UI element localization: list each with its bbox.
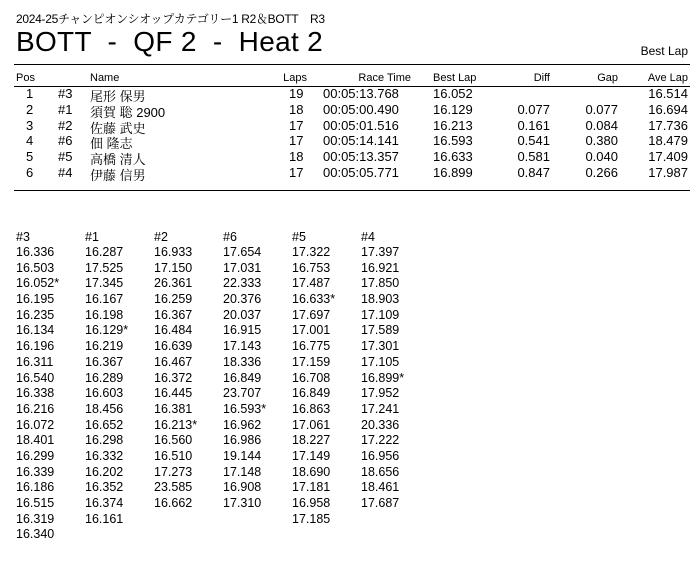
divider-top bbox=[14, 64, 690, 65]
lap-time: 20.376 bbox=[223, 292, 262, 307]
result-ave-lap: 17.736 bbox=[648, 117, 688, 133]
result-laps: 18 bbox=[289, 149, 304, 165]
lap-time: 16.540 bbox=[16, 370, 55, 385]
lap-time: 16.072 bbox=[16, 417, 55, 432]
result-ave-lap: 17.409 bbox=[648, 149, 688, 165]
lap-time: 16.367 bbox=[85, 354, 124, 369]
lap-time: 16.908 bbox=[223, 480, 262, 495]
lap-time: 16.962 bbox=[223, 417, 262, 432]
lap-time: 17.397 bbox=[361, 245, 400, 259]
lap-time: 20.037 bbox=[223, 307, 262, 322]
lap-time: 16.287 bbox=[85, 245, 124, 259]
result-kart-number: #5 bbox=[58, 149, 73, 165]
result-driver-name: 須賀 聡 2900 bbox=[90, 104, 166, 120]
result-race-time: 00:05:01.516 bbox=[323, 117, 399, 133]
divider-bottom bbox=[14, 190, 690, 191]
result-gap: 0.077 bbox=[585, 101, 618, 117]
lap-time: 16.052* bbox=[16, 276, 60, 291]
lap-time: 16.662 bbox=[154, 496, 193, 510]
lap-time: 16.372 bbox=[154, 370, 193, 385]
result-row bbox=[0, 86, 700, 104]
lap-time: 16.235 bbox=[16, 307, 55, 322]
col-header-laps: Laps bbox=[283, 72, 307, 84]
lap-time: 17.850 bbox=[361, 276, 400, 291]
lap-time: 16.915 bbox=[223, 323, 262, 338]
result-kart-number: #1 bbox=[58, 101, 73, 117]
result-ave-lap: 16.514 bbox=[648, 86, 688, 101]
result-row bbox=[0, 101, 700, 120]
lap-column bbox=[85, 229, 128, 527]
col-header-pos: Pos bbox=[16, 72, 35, 84]
lap-time: 16.338 bbox=[16, 386, 55, 401]
best-lap-caption: Best Lap bbox=[640, 44, 688, 58]
lap-time: 16.775 bbox=[292, 339, 331, 354]
lap-time: 17.525 bbox=[85, 260, 124, 275]
lap-time: 17.105 bbox=[361, 354, 400, 369]
lap-time: 16.633* bbox=[292, 292, 336, 307]
col-header-ave-lap: Ave Lap bbox=[647, 72, 688, 84]
result-diff: 0.077 bbox=[517, 101, 550, 117]
result-pos: 2 bbox=[26, 101, 34, 117]
lap-time: 17.150 bbox=[154, 260, 193, 275]
lap-column bbox=[223, 229, 266, 512]
lap-time: 22.333 bbox=[223, 276, 262, 291]
lap-time: 16.639 bbox=[154, 339, 193, 354]
lap-time: 16.381 bbox=[154, 401, 193, 416]
lap-time: 17.310 bbox=[223, 496, 262, 510]
lap-time: 18.461 bbox=[361, 480, 400, 495]
lap-time: 16.336 bbox=[16, 245, 55, 259]
lap-time: 17.185 bbox=[292, 511, 331, 526]
result-driver-name: 伊藤 信男 bbox=[90, 168, 146, 183]
lap-time: 16.484 bbox=[154, 323, 193, 338]
lap-time: 16.921 bbox=[361, 260, 400, 275]
result-row bbox=[0, 117, 700, 136]
lap-time: 16.560 bbox=[154, 433, 193, 448]
result-gap: 0.380 bbox=[585, 133, 618, 149]
lap-time: 16.213* bbox=[154, 417, 198, 432]
lap-time: 16.503 bbox=[16, 260, 55, 275]
lap-time: 17.181 bbox=[292, 480, 331, 495]
lap-time: 16.849 bbox=[223, 370, 262, 385]
col-header-race-time: Race Time bbox=[358, 72, 411, 84]
result-driver-name: 佃 隆志 bbox=[90, 136, 133, 152]
lap-time: 16.299 bbox=[16, 448, 55, 463]
lap-time: 16.933 bbox=[154, 245, 193, 259]
lap-time: 16.445 bbox=[154, 386, 193, 401]
lap-column bbox=[361, 229, 404, 512]
result-row bbox=[0, 149, 700, 168]
lap-time: 16.219 bbox=[85, 339, 124, 354]
lap-column-driver: #5 bbox=[292, 230, 306, 244]
lap-time: 17.149 bbox=[292, 448, 331, 463]
lap-column bbox=[154, 229, 197, 512]
result-race-time: 00:05:14.141 bbox=[323, 133, 399, 149]
lap-time: 26.361 bbox=[154, 276, 193, 291]
lap-time: 16.510 bbox=[154, 448, 193, 463]
result-race-time: 00:05:13.768 bbox=[323, 86, 399, 101]
result-gap: 0.040 bbox=[585, 149, 618, 165]
lap-time: 16.259 bbox=[154, 292, 193, 307]
lap-time: 18.690 bbox=[292, 464, 331, 479]
lap-time: 18.456 bbox=[85, 401, 124, 416]
lap-time: 16.339 bbox=[16, 464, 55, 479]
lap-time: 16.161 bbox=[85, 511, 124, 526]
result-race-time: 00:05:05.771 bbox=[323, 165, 399, 180]
lap-time: 16.467 bbox=[154, 354, 193, 369]
col-header-diff: Diff bbox=[533, 72, 550, 84]
lap-time: 16.593* bbox=[223, 401, 267, 416]
result-gap: 0.266 bbox=[585, 165, 618, 180]
lap-time: 17.487 bbox=[292, 276, 331, 291]
result-gap: 0.084 bbox=[585, 117, 618, 133]
lap-time: 17.301 bbox=[361, 339, 400, 354]
lap-time: 16.863 bbox=[292, 401, 331, 416]
lap-time: 17.687 bbox=[361, 496, 400, 510]
lap-time: 16.289 bbox=[85, 370, 124, 385]
lap-time: 18.336 bbox=[223, 354, 262, 369]
lap-time: 18.401 bbox=[16, 433, 55, 448]
lap-time: 17.273 bbox=[154, 464, 193, 479]
result-pos: 6 bbox=[26, 165, 34, 180]
lap-time: 17.952 bbox=[361, 386, 400, 401]
lap-time: 16.367 bbox=[154, 307, 193, 322]
result-diff: 0.161 bbox=[517, 117, 550, 133]
lap-time: 16.195 bbox=[16, 292, 55, 307]
lap-time: 17.322 bbox=[292, 245, 331, 259]
lap-column-driver: #4 bbox=[361, 230, 375, 244]
result-pos: 5 bbox=[26, 149, 34, 165]
result-race-time: 00:05:00.490 bbox=[323, 101, 399, 117]
lap-time: 17.148 bbox=[223, 464, 262, 479]
lap-time: 16.129* bbox=[85, 323, 129, 338]
result-laps: 19 bbox=[289, 86, 304, 101]
lap-time: 18.227 bbox=[292, 433, 331, 448]
lap-time: 16.186 bbox=[16, 480, 55, 495]
lap-time: 17.109 bbox=[361, 307, 400, 322]
result-best-lap: 16.129 bbox=[433, 101, 473, 117]
result-driver-name: 尾形 保男 bbox=[90, 89, 146, 104]
lap-time: 16.352 bbox=[85, 480, 124, 495]
lap-column-driver: #1 bbox=[85, 230, 99, 244]
col-header-name: Name bbox=[90, 72, 120, 84]
lap-column bbox=[292, 229, 335, 527]
lap-time: 16.167 bbox=[85, 292, 124, 307]
lap-time: 16.958 bbox=[292, 496, 331, 510]
col-header-best-lap: Best Lap bbox=[433, 72, 477, 84]
lap-time: 16.311 bbox=[16, 354, 54, 369]
result-driver-name: 佐藤 武史 bbox=[90, 120, 146, 136]
lap-time: 16.374 bbox=[85, 496, 124, 510]
lap-time: 17.159 bbox=[292, 354, 331, 369]
result-row bbox=[0, 133, 700, 152]
result-pos: 4 bbox=[26, 133, 34, 149]
result-race-time: 00:05:13.357 bbox=[323, 149, 399, 165]
lap-time: 20.336 bbox=[361, 417, 400, 432]
result-laps: 17 bbox=[289, 165, 304, 180]
result-kart-number: #2 bbox=[58, 117, 73, 133]
result-row bbox=[0, 165, 700, 183]
result-best-lap: 16.593 bbox=[433, 133, 473, 149]
lap-time: 17.143 bbox=[223, 339, 262, 354]
result-laps: 17 bbox=[289, 117, 304, 133]
lap-time: 16.956 bbox=[361, 448, 400, 463]
result-kart-number: #4 bbox=[58, 165, 73, 180]
lap-time: 16.332 bbox=[85, 448, 124, 463]
col-header-gap: Gap bbox=[597, 72, 618, 84]
lap-time: 17.001 bbox=[292, 323, 331, 338]
lap-time: 17.697 bbox=[292, 307, 331, 322]
lap-time: 23.707 bbox=[223, 386, 262, 401]
lap-column bbox=[16, 229, 59, 543]
lap-time: 16.216 bbox=[16, 401, 55, 416]
result-diff: 0.581 bbox=[517, 149, 550, 165]
lap-time: 16.298 bbox=[85, 433, 124, 448]
result-diff: 0.541 bbox=[517, 133, 550, 149]
lap-time: 16.753 bbox=[292, 260, 331, 275]
result-pos: 1 bbox=[26, 86, 34, 101]
lap-time: 16.899* bbox=[361, 370, 405, 385]
lap-time: 23.585 bbox=[154, 480, 193, 495]
page-title: BOTT - QF 2 - Heat 2 bbox=[16, 26, 323, 57]
lap-time: 17.241 bbox=[361, 401, 400, 416]
result-kart-number: #3 bbox=[58, 86, 73, 101]
lap-time: 16.196 bbox=[16, 339, 55, 354]
series-title: 2024-25チャンピオンシオップカテゴリー1 R2＆BOTT R3 bbox=[16, 12, 325, 26]
lap-time: 17.345 bbox=[85, 276, 124, 291]
lap-time: 16.515 bbox=[16, 496, 55, 510]
lap-time: 17.222 bbox=[361, 433, 400, 448]
lap-time: 16.603 bbox=[85, 386, 124, 401]
result-best-lap: 16.052 bbox=[433, 86, 473, 101]
result-laps: 18 bbox=[289, 101, 304, 117]
result-ave-lap: 16.694 bbox=[648, 101, 688, 117]
lap-time: 17.031 bbox=[223, 260, 262, 275]
lap-time: 18.656 bbox=[361, 464, 400, 479]
lap-time: 19.144 bbox=[223, 448, 262, 463]
lap-column-driver: #6 bbox=[223, 230, 237, 244]
result-best-lap: 16.213 bbox=[433, 117, 473, 133]
lap-time: 16.319 bbox=[16, 511, 55, 526]
result-diff: 0.847 bbox=[517, 165, 550, 180]
result-kart-number: #6 bbox=[58, 133, 73, 149]
lap-column-driver: #3 bbox=[16, 230, 30, 244]
lap-time: 16.652 bbox=[85, 417, 124, 432]
lap-time: 16.134 bbox=[16, 323, 55, 338]
lap-time: 16.849 bbox=[292, 386, 331, 401]
lap-time: 17.061 bbox=[292, 417, 331, 432]
result-driver-name: 高橋 清人 bbox=[90, 152, 146, 168]
lap-time: 16.202 bbox=[85, 464, 124, 479]
result-best-lap: 16.899 bbox=[433, 165, 473, 180]
result-pos: 3 bbox=[26, 117, 34, 133]
result-ave-lap: 17.987 bbox=[648, 165, 688, 180]
lap-time: 17.654 bbox=[223, 245, 262, 259]
result-ave-lap: 18.479 bbox=[648, 133, 688, 149]
result-laps: 17 bbox=[289, 133, 304, 149]
result-best-lap: 16.633 bbox=[433, 149, 473, 165]
results-table bbox=[0, 72, 700, 183]
results-header-row bbox=[0, 72, 700, 86]
lap-time: 16.986 bbox=[223, 433, 262, 448]
lap-time: 16.198 bbox=[85, 307, 124, 322]
lap-time: 16.340 bbox=[16, 527, 55, 542]
lap-column-driver: #2 bbox=[154, 230, 168, 244]
lap-time: 18.903 bbox=[361, 292, 400, 307]
lap-time: 16.708 bbox=[292, 370, 331, 385]
lap-time: 17.589 bbox=[361, 323, 400, 338]
